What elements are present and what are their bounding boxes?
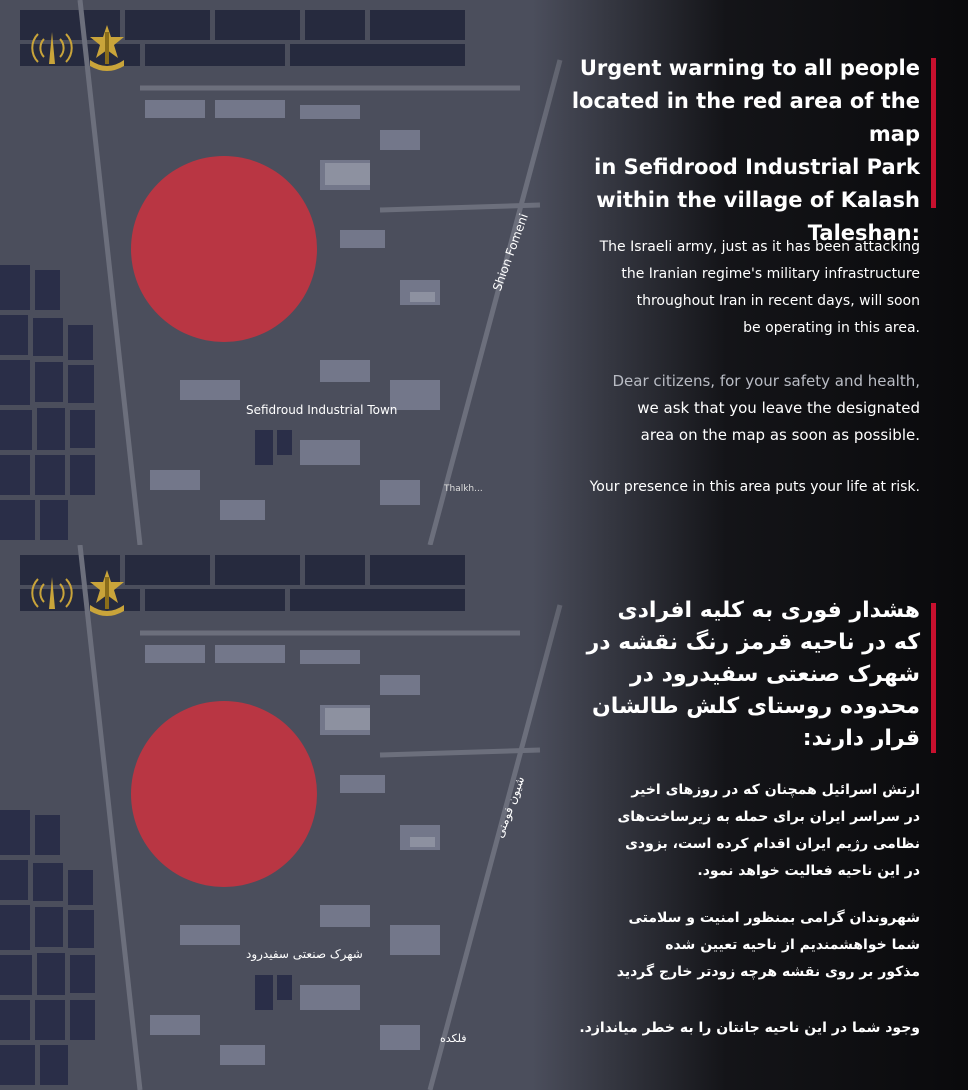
warning-paragraph-3: Your presence in this area puts your life at risk. (589, 479, 920, 495)
persian-warning-panel (0, 545, 968, 1090)
warning-heading: هشدار فوری به کلیه افرادی که در ناحیه قرمز رنگ نقشه در شهرک صنعتی سفیدرود در محدوده روستای کلش طالشان قرار دارند: (586, 598, 920, 751)
road-label: شیون فومنی (492, 774, 528, 840)
warning-paragraph-3: وجود شما در این ناحیه جانتان را به خطر میاندازد. (579, 1020, 920, 1036)
village-label: فلکده (440, 1032, 467, 1045)
danger-zone-circle (131, 701, 317, 887)
warning-paragraph-1: The Israeli army, just as it has been attacking the Iranian regime's military infrastructure throughout Iran in recent days, will soon be operating in this area. (599, 239, 920, 336)
warning-paragraph-1: ارتش اسرائیل همچنان که در روزهای اخیر در سراسر ایران برای حمله به زیرساخت‌های نظامی رژیم ایران اقدام کرده است، بزودی در این ناحیه فعالیت خواهد نمود. (617, 782, 920, 879)
military-intelligence-logo (28, 569, 76, 617)
warning-heading: Urgent warning to all people located in the red area of the map in Sefidrood Industrial Park within the village of Kalash Taleshan: (571, 56, 920, 245)
road-label: Shion Fomeni (490, 211, 531, 293)
danger-zone-circle (131, 156, 317, 342)
idf-emblem (80, 22, 134, 76)
military-intelligence-logo (28, 24, 76, 72)
warning-paragraph-2: Dear citizens, for your safety and health, we ask that you leave the designated area on the map as soon as possible. (612, 372, 920, 444)
idf-emblem (80, 567, 134, 621)
town-label: Sefidroud Industrial Town (246, 403, 398, 417)
red-accent-bar (931, 603, 936, 753)
red-accent-bar (931, 58, 936, 208)
town-label: شهرک صنعتی سفیدرود (246, 947, 363, 961)
village-label: Thalkh... (444, 484, 483, 494)
warning-paragraph-2: شهروندان گرامی بمنظور امنیت و سلامتی شما خواهشمندیم از ناحیه تعیین شده مذکور بر روی نقشه هرچه زودتر خارج گردید (616, 910, 920, 980)
